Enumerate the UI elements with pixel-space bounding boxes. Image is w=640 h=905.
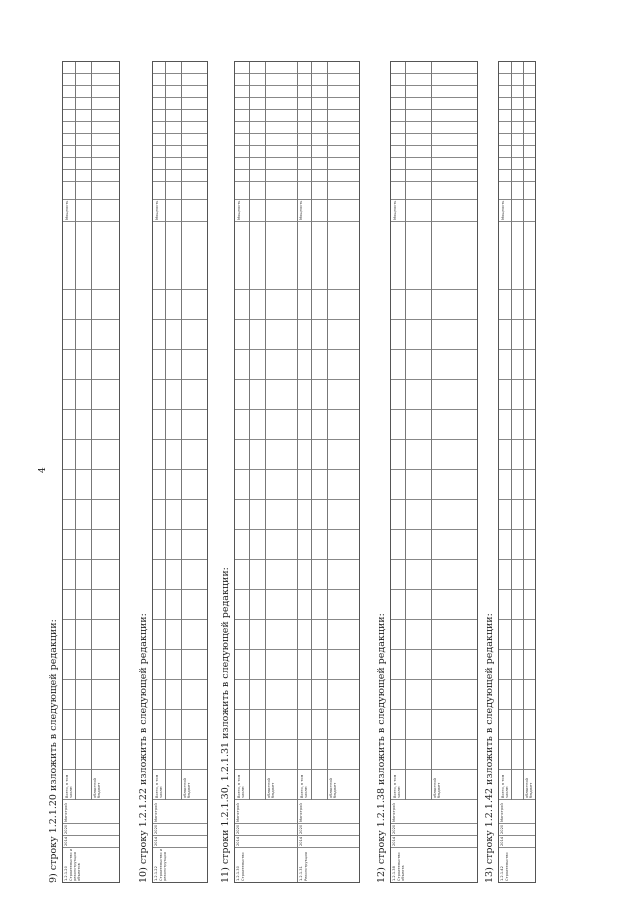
table-cell-text: областной бюджет	[525, 778, 533, 798]
column-divider	[153, 319, 207, 320]
table-rows-1-2-1-30-31	[234, 61, 360, 883]
table-cell-text: 1.2.1.31	[299, 866, 303, 881]
column-divider	[391, 823, 477, 824]
caption-item-11: 11) строки 1.2.1.30, 1.2.1.31 изложить в следующей редакции:	[220, 567, 231, 883]
table-cell-text: 2014	[392, 836, 396, 846]
column-divider	[153, 769, 207, 770]
column-divider	[499, 499, 535, 500]
table-cell-text: 2014	[500, 836, 504, 846]
column-divider	[391, 559, 477, 560]
column-divider	[499, 835, 535, 836]
column-divider	[391, 589, 477, 590]
column-divider	[391, 109, 477, 110]
table-cell-text: 1.2.1.20	[64, 866, 68, 881]
column-divider	[153, 439, 207, 440]
table-cell-text: Строительство и реконструкция	[159, 848, 167, 881]
column-divider	[391, 157, 477, 158]
table-cell-text: Мощность	[393, 200, 397, 220]
table-row-1-2-1-42	[498, 61, 536, 883]
row-divider	[311, 62, 312, 800]
table-cell-text: Мощность	[501, 200, 505, 220]
column-divider	[391, 73, 477, 74]
column-divider	[153, 85, 207, 86]
row-divider	[431, 62, 432, 800]
column-divider	[499, 109, 535, 110]
table-cell-text: 2014	[154, 836, 158, 846]
column-divider	[153, 181, 207, 182]
column-divider	[391, 85, 477, 86]
column-divider	[391, 199, 477, 200]
column-divider	[153, 409, 207, 410]
column-divider	[153, 73, 207, 74]
column-divider	[391, 169, 477, 170]
table-row-1-2-1-22	[152, 61, 208, 883]
column-divider	[499, 181, 535, 182]
column-divider	[391, 799, 477, 800]
row-divider	[181, 62, 182, 800]
column-divider	[153, 349, 207, 350]
table-cell-text: 2020	[64, 824, 68, 834]
table-cell-text: 2020	[392, 824, 396, 834]
column-divider	[391, 439, 477, 440]
column-divider	[153, 121, 207, 122]
column-divider	[499, 619, 535, 620]
table-cell-text: Реконструкция	[304, 852, 308, 881]
caption-item-9: 9) строку 1.2.1.20 изложить в следующей редакции:	[48, 619, 59, 883]
column-divider	[153, 529, 207, 530]
table-cell-text: 2020	[500, 824, 504, 834]
column-divider	[499, 739, 535, 740]
column-divider	[391, 529, 477, 530]
column-divider	[499, 221, 535, 222]
column-divider	[153, 559, 207, 560]
table-cell-text: 2014	[64, 836, 68, 846]
column-divider	[499, 289, 535, 290]
caption-item-13: 13) строку 1.2.1.42 изложить в следующей редакции:	[484, 613, 495, 883]
row-divider	[405, 62, 406, 800]
column-divider	[391, 221, 477, 222]
table-cell-text: 1.2.1.22	[154, 866, 158, 881]
table-row-1-2-1-20	[62, 61, 120, 883]
column-divider	[391, 619, 477, 620]
column-divider	[391, 679, 477, 680]
table-cell-text: областной бюджет	[93, 778, 101, 798]
table-cell-text: Всего, в том числе:	[155, 774, 163, 798]
column-divider	[391, 469, 477, 470]
column-divider	[153, 145, 207, 146]
column-divider	[499, 709, 535, 710]
row-divider	[327, 62, 328, 800]
column-divider	[499, 379, 535, 380]
row-divider	[165, 62, 166, 800]
table-cell-text: 2014	[236, 836, 240, 846]
table-cell-text: Мощность	[237, 200, 241, 220]
column-divider	[63, 835, 119, 836]
column-divider	[153, 97, 207, 98]
table-cell-text: областной бюджет	[329, 778, 337, 798]
column-divider	[391, 649, 477, 650]
column-divider	[499, 823, 535, 824]
table-cell-text: Строительство объекта	[397, 852, 405, 881]
column-divider	[391, 847, 477, 848]
table-cell-text: Всего, в том числе:	[65, 774, 73, 798]
table-cell-text: Всего, в том числе:	[237, 774, 245, 798]
column-divider	[153, 799, 207, 800]
column-divider	[153, 221, 207, 222]
column-divider	[499, 439, 535, 440]
column-divider	[391, 133, 477, 134]
page-number: 4	[38, 467, 48, 473]
column-divider	[391, 181, 477, 182]
caption-item-12: 12) строку 1.2.1.38 изложить в следующей редакции:	[376, 613, 387, 883]
column-divider	[153, 679, 207, 680]
table-cell-text: 1.2.1.38	[392, 866, 396, 881]
table-cell-text: областной бюджет	[433, 778, 441, 798]
table-cell-text: Строительство и реконструкция объектов	[69, 848, 81, 881]
table-cell-text: 1.2.1.42	[500, 866, 504, 881]
column-divider	[153, 649, 207, 650]
column-divider	[499, 469, 535, 470]
table-cell-text: Мощность	[299, 200, 303, 220]
column-divider	[499, 169, 535, 170]
caption-item-10: 10) строку 1.2.1.22 изложить в следующей редакции:	[138, 613, 149, 883]
column-divider	[499, 73, 535, 74]
column-divider	[391, 121, 477, 122]
table-cell-text: Всего, в том числе:	[393, 774, 401, 798]
column-divider	[153, 379, 207, 380]
table-cell-text: Минстрой	[299, 803, 303, 822]
table-cell-text: 1.2.1.30	[236, 866, 240, 881]
column-divider	[391, 379, 477, 380]
table-cell-text: областной бюджет	[183, 778, 191, 798]
column-divider	[499, 349, 535, 350]
table-cell-text: Минстрой	[500, 803, 504, 822]
table-cell-text: областной бюджет	[267, 778, 275, 798]
table-cell-text: Минстрой	[392, 803, 396, 822]
table-cell-text: Минстрой	[154, 803, 158, 822]
column-divider	[391, 319, 477, 320]
table-cell-text: 2020	[299, 824, 303, 834]
column-divider	[391, 499, 477, 500]
column-divider	[153, 823, 207, 824]
table-cell-text: 2020	[154, 824, 158, 834]
column-divider	[153, 109, 207, 110]
table-cell-text: 2014	[299, 836, 303, 846]
column-divider	[153, 739, 207, 740]
column-divider	[391, 145, 477, 146]
row-divider	[511, 62, 512, 800]
column-divider	[499, 589, 535, 590]
column-divider	[499, 559, 535, 560]
column-divider	[499, 769, 535, 770]
column-divider	[391, 97, 477, 98]
column-divider	[153, 709, 207, 710]
column-divider	[153, 133, 207, 134]
table-cell-text: Мощность	[155, 200, 159, 220]
row-divider	[265, 62, 266, 800]
column-divider	[499, 145, 535, 146]
table-cell-text: Строительство	[505, 852, 509, 881]
column-divider	[499, 679, 535, 680]
row-divider	[75, 62, 76, 800]
column-divider	[153, 589, 207, 590]
row-divider	[91, 62, 92, 800]
column-divider	[153, 169, 207, 170]
column-divider	[499, 847, 535, 848]
table-cell-text: Всего, в том числе:	[300, 774, 308, 798]
column-divider	[153, 157, 207, 158]
column-divider	[153, 619, 207, 620]
table-cell-text: Минстрой	[64, 803, 68, 822]
column-divider	[499, 133, 535, 134]
table-cell-text: Строительство	[241, 852, 245, 881]
column-divider	[63, 823, 119, 824]
column-divider	[499, 121, 535, 122]
column-divider	[499, 649, 535, 650]
column-divider	[499, 799, 535, 800]
column-divider	[499, 529, 535, 530]
column-divider	[391, 409, 477, 410]
column-divider	[153, 469, 207, 470]
table-cell-text: Минстрой	[236, 803, 240, 822]
column-divider	[499, 319, 535, 320]
column-divider	[391, 349, 477, 350]
column-divider	[391, 709, 477, 710]
column-divider	[153, 499, 207, 500]
column-divider	[499, 97, 535, 98]
table-cell-text: Всего, в том числе:	[501, 774, 509, 798]
column-divider	[391, 739, 477, 740]
column-divider	[153, 835, 207, 836]
table-row-1-2-1-38	[390, 61, 478, 883]
column-divider	[153, 289, 207, 290]
table-cell-text: 2020	[236, 824, 240, 834]
row-divider	[523, 62, 524, 800]
column-divider	[153, 199, 207, 200]
column-divider	[391, 769, 477, 770]
column-divider	[153, 847, 207, 848]
column-divider	[391, 835, 477, 836]
column-divider	[499, 409, 535, 410]
column-divider	[63, 847, 119, 848]
table-cell-text: Мощность	[65, 200, 69, 220]
column-divider	[499, 85, 535, 86]
column-divider	[391, 289, 477, 290]
row-divider	[297, 62, 298, 882]
row-divider	[249, 62, 250, 800]
column-divider	[499, 157, 535, 158]
